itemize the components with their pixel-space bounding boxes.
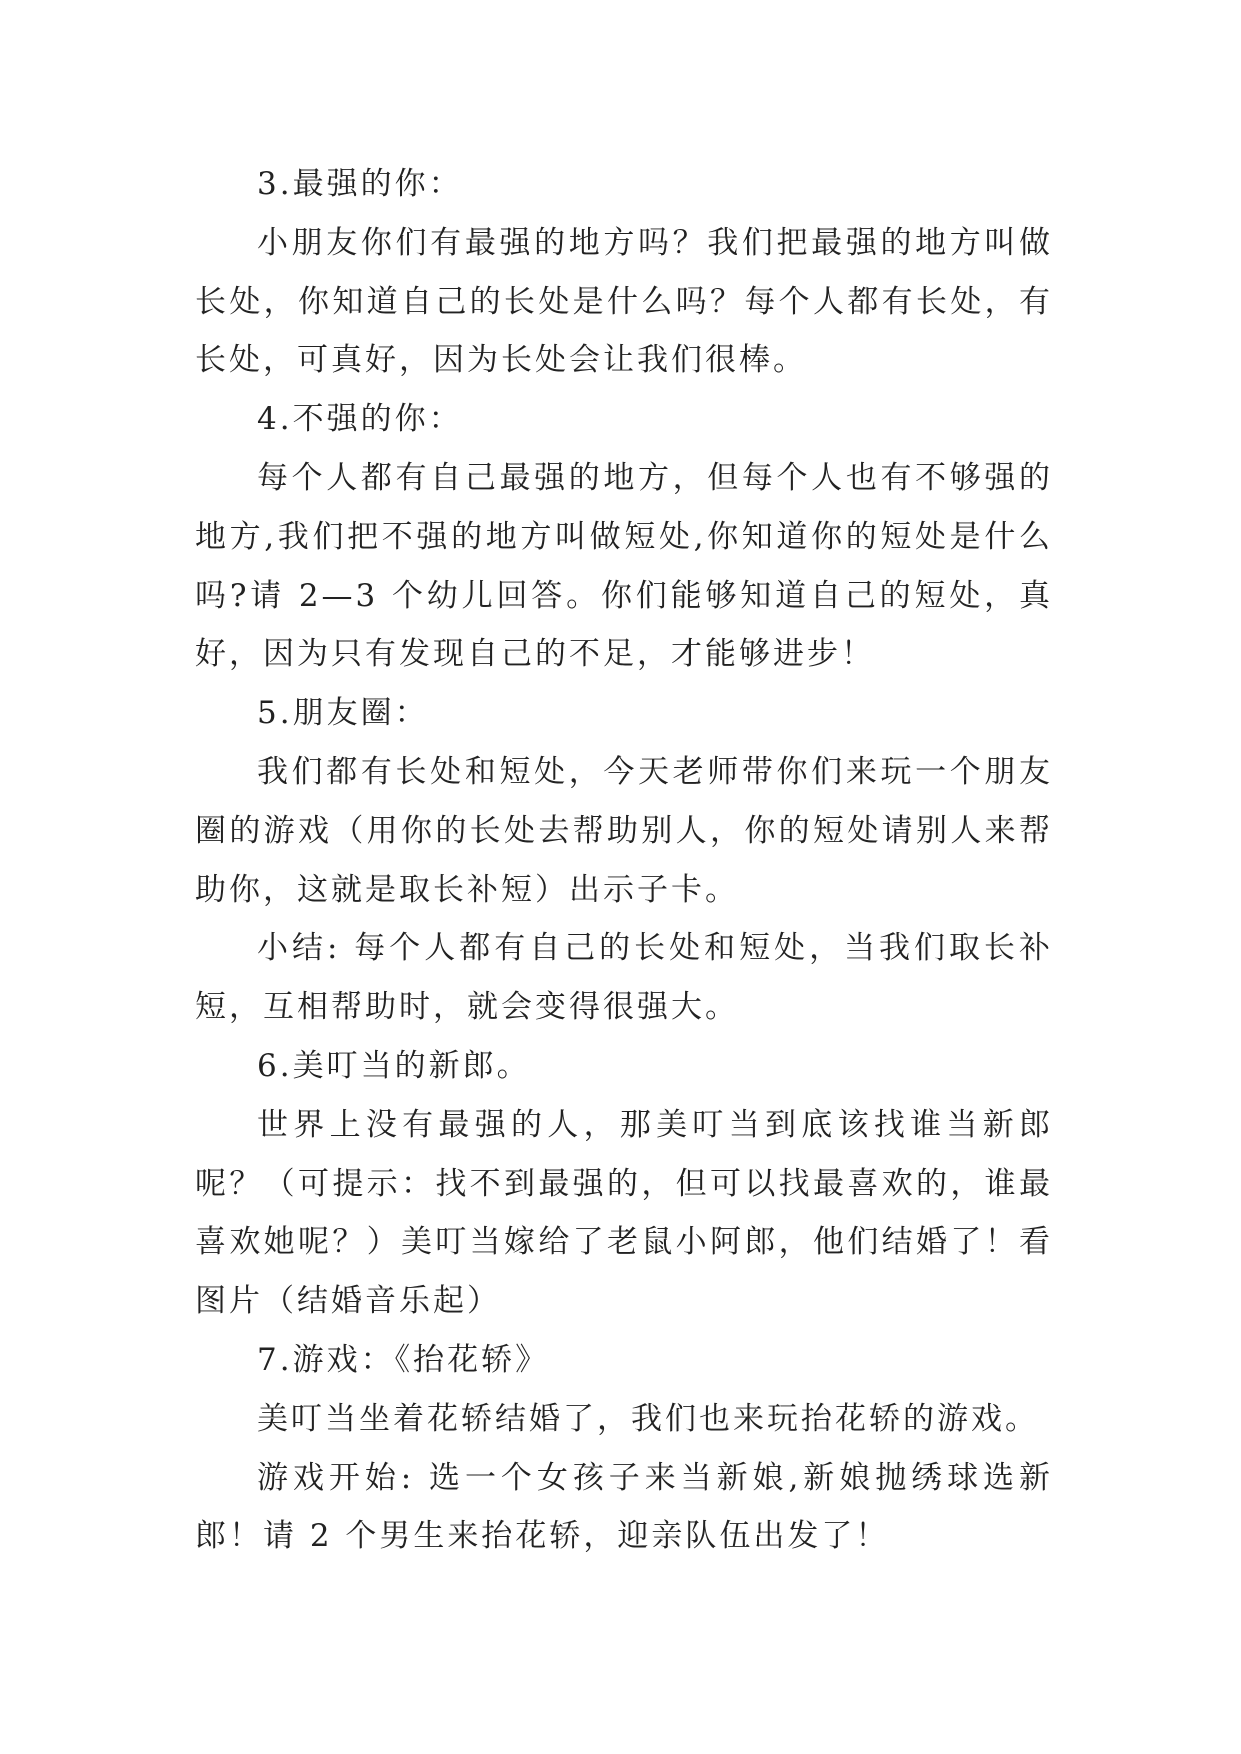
paragraph-groom-story: 世界上没有最强的人，那美叮当到底该找谁当新郎呢？（可提示：找不到最强的，但可以找最喜欢的，谁最喜欢她呢？）美叮当嫁给了老鼠小阿郎，他们结婚了！看图片（结婚音乐起） (195, 1106, 1053, 1320)
section-heading-groom: 6.美叮当的新郎。 (257, 1047, 531, 1084)
section-heading-friend-circle: 5.朋友圈： (257, 695, 429, 732)
section-heading-strongest-you: 3.最强的你： (257, 166, 463, 202)
paragraph-sedan-intro: 美叮当坐着花轿结婚了，我们也来玩抬花轿的游戏。 (257, 1400, 1039, 1437)
paragraph-friend-circle-game: 我们都有长处和短处，今天老师带你们来玩一个朋友圈的游戏（用你的长处去帮助别人，你的短处请别人来帮助你，这就是取长补短）出示子卡。 (195, 753, 1053, 908)
paragraph-weaknesses: 每个人都有自己最强的地方，但每个人也有不够强的地方,我们把不强的地方叫做短处,你知道你的短处是什么吗?请 2—3 个幼儿回答。你们能够知道自己的短处，真好，因为只有发现自己的不足，才能够进步！ (195, 459, 1053, 673)
section-heading-weaker-you: 4.不强的你： (257, 401, 463, 438)
paragraph-strengths: 小朋友你们有最强的地方吗？我们把最强的地方叫做长处，你知道自己的长处是什么吗？每个人都有长处，有长处，可真好，因为长处会让我们很棒。 (195, 224, 1053, 379)
section-heading-sedan-game: 7.游戏：《抬花轿》 (257, 1341, 550, 1378)
document-body (195, 155, 1053, 1566)
paragraph-summary: 小结: 每个人都有自己的长处和短处，当我们取长补短，互相帮助时，就会变得很强大。 (195, 930, 1053, 1026)
paragraph-game-start: 游戏开始: 选一个女孩子来当新娘,新娘抛绣球选新郎！请 2 个男生来抬花轿，迎亲队伍出发了！ (195, 1459, 1053, 1555)
